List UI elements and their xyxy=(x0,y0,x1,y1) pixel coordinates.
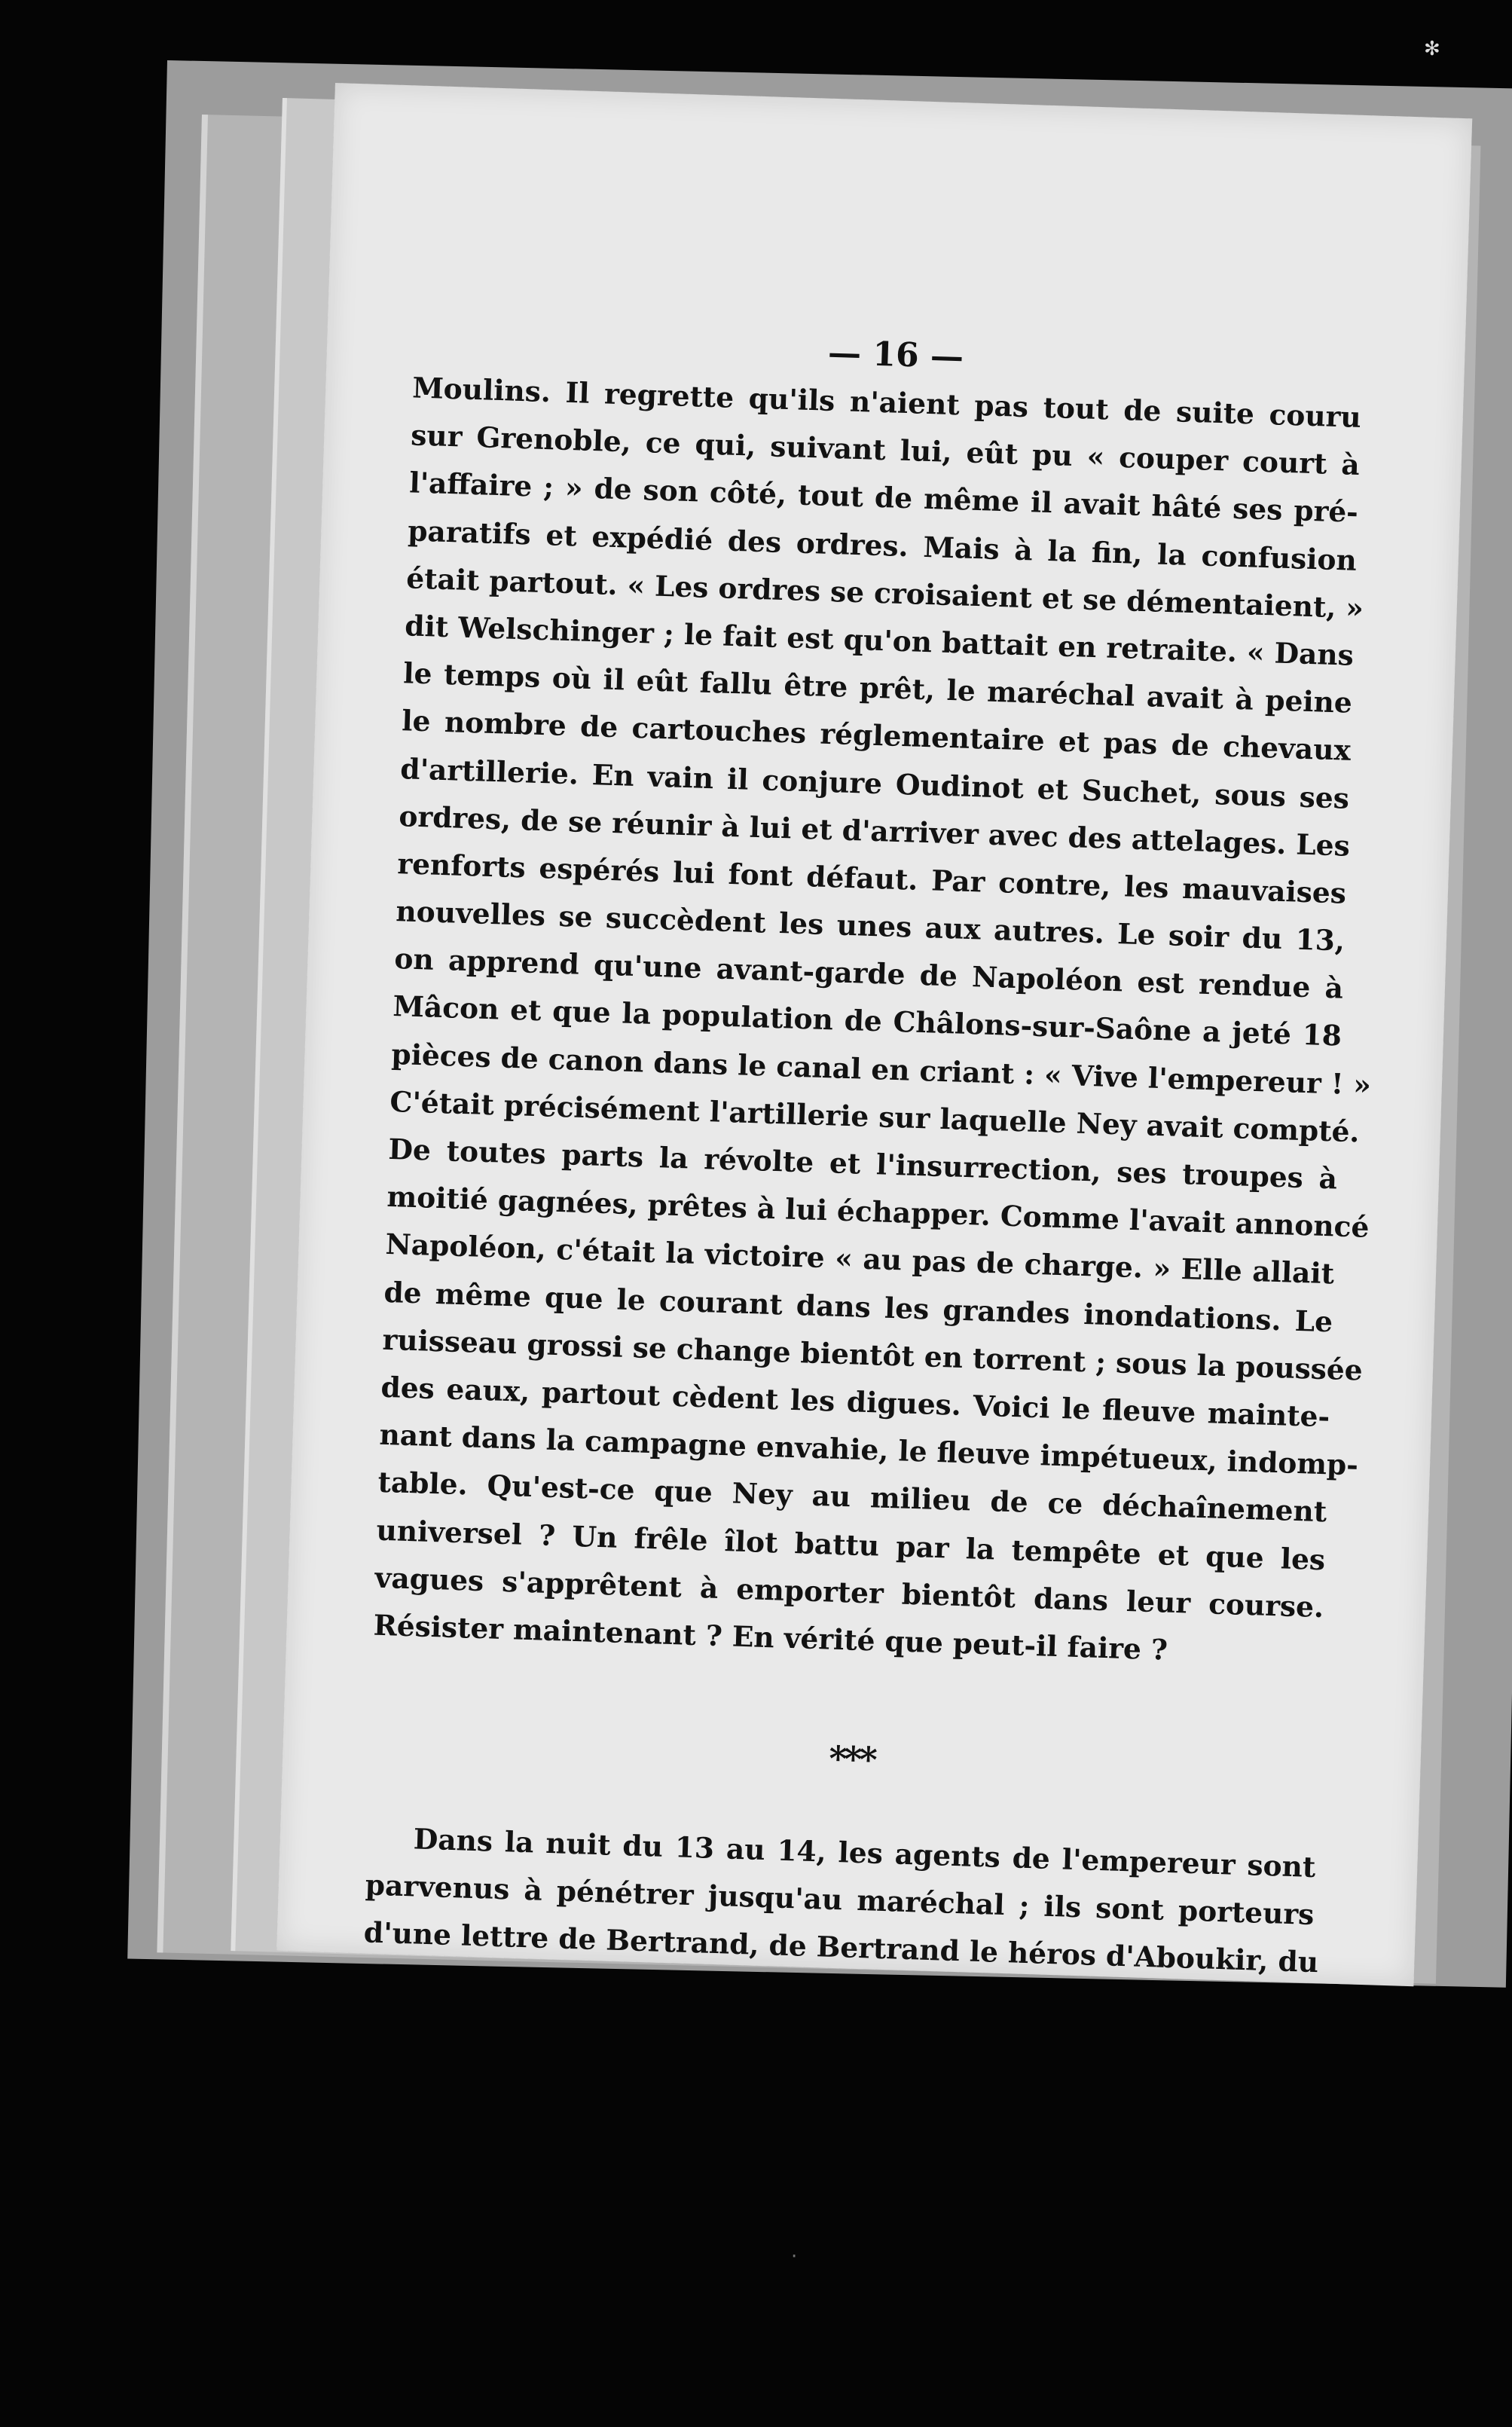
section-separator xyxy=(283,1721,1421,1797)
text-line: pièces de canon dans le canal en criant : « Vive l'empereur ! » xyxy=(390,1037,1372,1102)
page-number: — 16 — xyxy=(827,333,964,377)
text-line: l'affaire ; » de son côté, tout de même il avait hâté ses pré- xyxy=(408,466,1359,530)
text-line: Résister maintenant ? En vérité que peut-il faire ? xyxy=(373,1608,1168,1667)
text-line: vagues s'apprêtent à emporter bientôt dans leur course. xyxy=(374,1560,1324,1624)
text-line: nouvelles se succèdent les unes aux autres. Le soir du 13, xyxy=(395,894,1346,958)
text-line: ordres, de se réunir à lui et d'arriver avec des attelages. Les xyxy=(398,799,1351,863)
text-line: de même que le courant dans les grandes inondations. Le xyxy=(383,1275,1333,1338)
text-line: Mâcon et que la population de Châlons-sur-Saône a jeté 18 xyxy=(392,989,1342,1053)
text-line: nant dans la campagne envahie, le fleuve impétueux, indomp- xyxy=(378,1417,1359,1482)
text-line: on apprend qu'une avant-garde de Napoléon est rendue à xyxy=(393,942,1344,1005)
text-line: d'artillerie. En vain il conjure Oudinot et Suchet, sous ses xyxy=(399,751,1350,815)
paragraph xyxy=(373,364,1372,1679)
text-line: C'était précisément l'artillerie sur laquelle Ney avait compté. xyxy=(389,1084,1361,1149)
text-line: paratifs et expédié des ordres. Mais à la fin, la confusion xyxy=(407,513,1358,577)
scan-artifact: · xyxy=(791,2245,798,2268)
text-line: Dans la nuit du 13 au 14, les agents de l'empereur sont xyxy=(413,1822,1316,1884)
text-line: sur Grenoble, ce qui, suivant lui, eût pu « couper court à xyxy=(410,418,1361,482)
text-line: moitié gagnées, prêtes à lui échapper. Comme l'avait annoncé xyxy=(386,1180,1370,1245)
text-line: ruisseau grossi se change bientôt en torrent ; sous la poussée xyxy=(381,1322,1364,1387)
text-line: d'une lettre de Bertrand, de Bertrand le héros d'Aboukir, du xyxy=(363,1915,1319,1979)
text-line: universel ? Un frêle îlot battu par la tempête et que les xyxy=(376,1513,1326,1576)
text-line: dit Welschinger ; le fait est qu'on battait en retraite. « Dans xyxy=(404,609,1355,672)
text-line: De toutes parts la révolte et l'insurrection, ses troupes à xyxy=(387,1132,1338,1196)
text-line: était partout. « Les ordres se croisaient et se démentaient, » xyxy=(405,561,1364,625)
scan-artifact: ✻ xyxy=(1424,38,1440,60)
paragraph xyxy=(363,1814,1319,1986)
text-line: le temps où il eût fallu être prêt, le maréchal avait à peine xyxy=(402,656,1353,720)
text-line: parvenus à pénétrer jusqu'au maréchal ; ils sont porteurs xyxy=(365,1868,1315,1932)
text-line: le nombre de cartouches réglementaire et pas de chevaux xyxy=(401,704,1352,768)
asterism: *** xyxy=(828,1738,875,1781)
text-line: renforts espérés lui font défaut. Par contre, les mauvaises xyxy=(396,846,1347,910)
book-page xyxy=(276,83,1472,1986)
text-line: table. Qu'est-ce que Ney au milieu de ce déchaînement xyxy=(377,1466,1327,1529)
text-line: Napoléon, c'était la victoire « au pas de charge. » Elle allait xyxy=(384,1227,1335,1291)
text-line: des eaux, partout cèdent les digues. Voici le fleuve mainte- xyxy=(380,1370,1330,1434)
text-line: Moulins. Il regrette qu'ils n'aient pas tout de suite couru xyxy=(411,371,1362,434)
